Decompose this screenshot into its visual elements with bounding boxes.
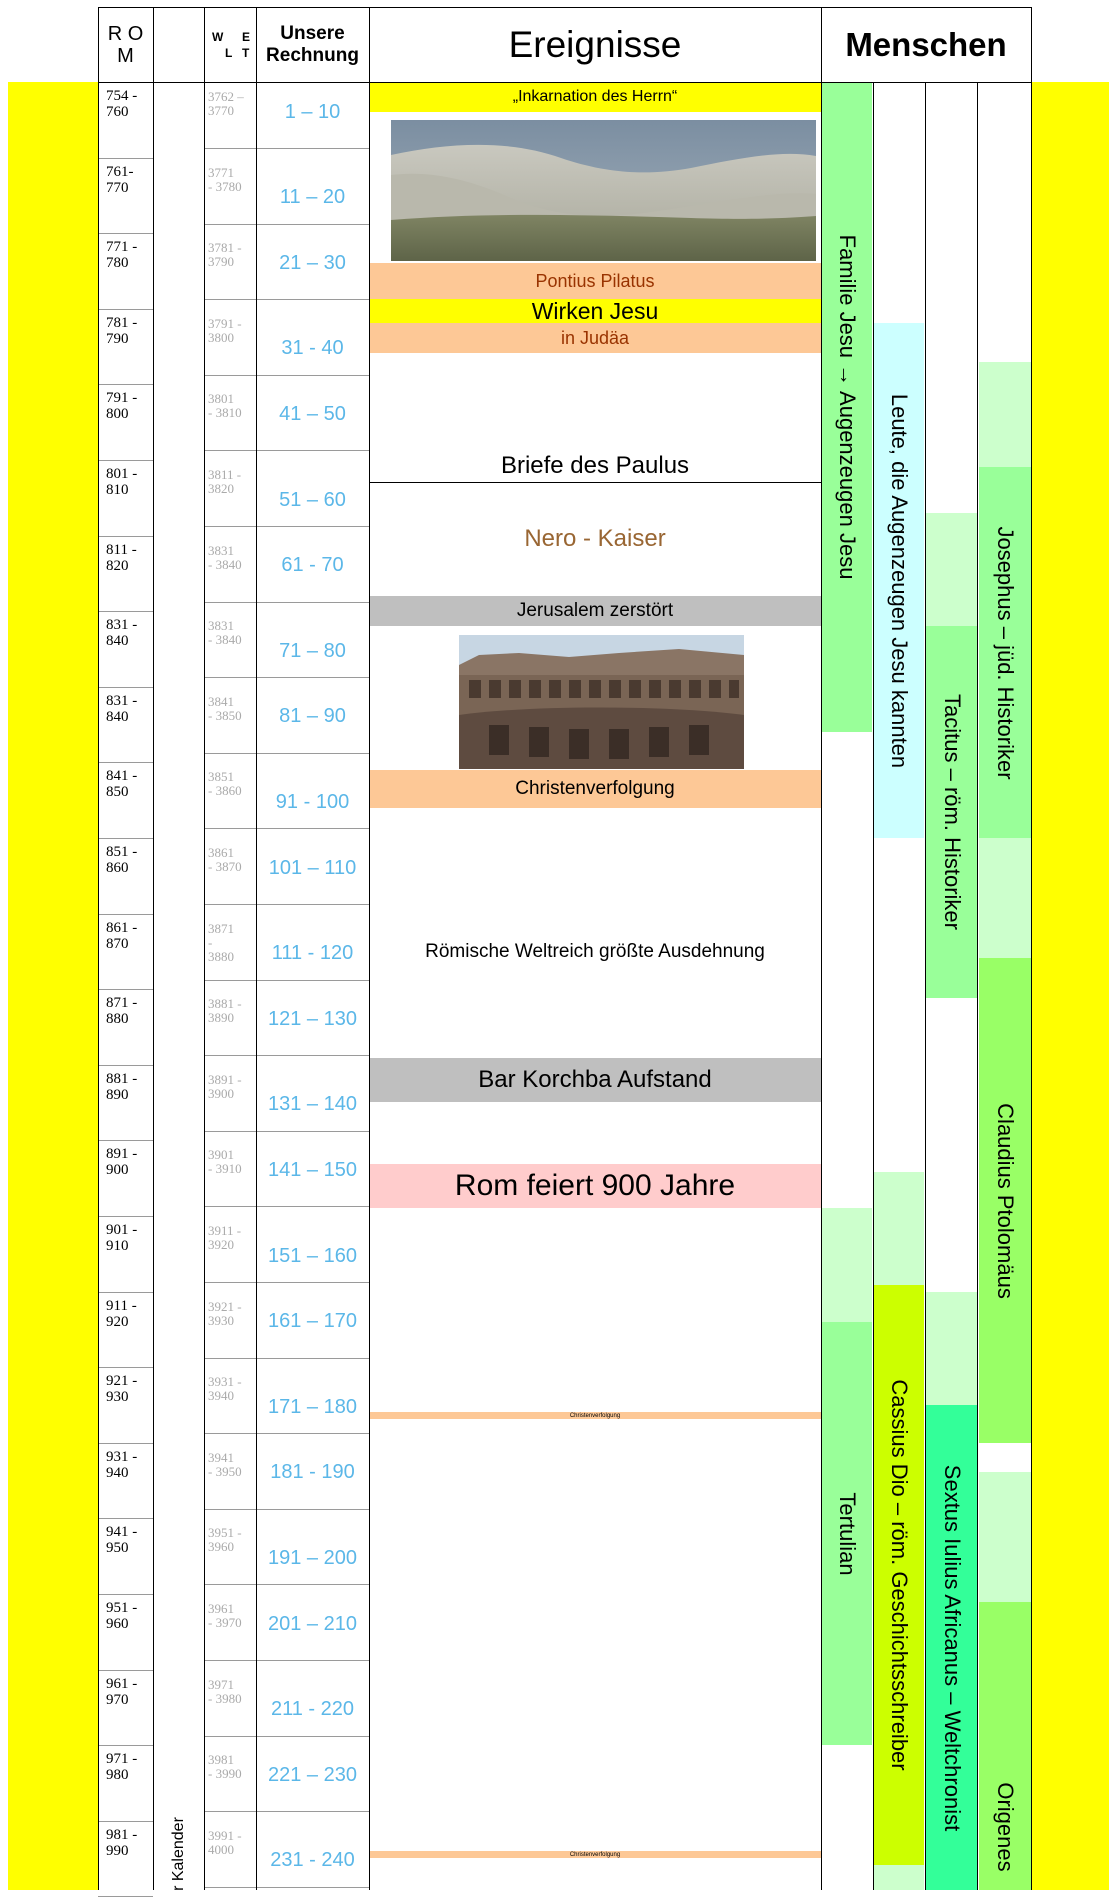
rom-year-cell: 841 - 850 <box>106 768 138 801</box>
our-year-cell: 11 – 20 <box>279 186 346 209</box>
rom-row-separator <box>98 838 153 839</box>
welt-row-separator <box>204 1358 369 1359</box>
welt-row-separator <box>204 828 369 829</box>
our-year-cell: 111 - 120 <box>271 942 354 965</box>
welt-year-cell: 3831 - 3840 <box>208 618 242 648</box>
header-rom-text: R O M <box>107 23 144 67</box>
our-year-cell: 231 - 240 <box>270 1849 355 1872</box>
rom-year-cell: 951 - 960 <box>106 1600 138 1632</box>
vline-4 <box>256 7 257 1890</box>
vline-9 <box>977 82 978 1890</box>
header-welt-t: T <box>242 46 250 60</box>
our-year-cell: 191 – 200 <box>268 1546 357 1569</box>
event-verfolgung-3-text: Christenverfolgung <box>569 1851 621 1858</box>
rom-year-cell: 931 - 940 <box>106 1448 138 1481</box>
rom-year-cell: 901 - 910 <box>106 1222 138 1254</box>
welt-row-separator <box>204 148 369 149</box>
welt-year-cell: 3931 - 3940 <box>208 1374 242 1404</box>
vline-3 <box>204 7 205 1890</box>
event-judaea <box>369 323 821 353</box>
event-wirken <box>369 299 821 323</box>
header-welt-w: W <box>212 30 224 44</box>
vline-2 <box>153 7 154 1890</box>
leute-label: Leute, die Augenzeugen Jesu kannten <box>887 393 912 768</box>
cassius-label: Cassius Dio – röm. Geschichtsschreiber <box>887 1379 912 1771</box>
vline-10 <box>1031 7 1032 1890</box>
welt-year-cell: 3881 - 3890 <box>208 996 242 1026</box>
event-verfolgung-2-text: Christenverfolgung <box>569 1412 621 1419</box>
tertulian-label: Tertulian <box>835 1491 860 1576</box>
welt-row-separator <box>204 450 369 451</box>
welt-year-cell: 3891 - 3900 <box>208 1071 242 1101</box>
rom-row-separator <box>98 460 153 461</box>
welt-row-separator <box>204 753 369 754</box>
rom-row-separator <box>98 1367 153 1368</box>
event-nero <box>369 520 821 558</box>
event-jerusalem <box>369 596 821 626</box>
sextus-bar <box>926 1405 977 1890</box>
event-inkarnation-text: „Inkarnation des Herrn“ <box>512 88 678 105</box>
claudius-light-bar <box>979 838 1031 958</box>
rom-year-cell: 771 - 780 <box>106 239 138 272</box>
rom-row-separator <box>98 1443 153 1444</box>
rom-row-separator <box>98 1140 153 1141</box>
rom-row-separator <box>98 1594 153 1595</box>
header-ereignisse-text: Ereignisse <box>508 24 682 65</box>
rom-year-cell: 891 - 900 <box>106 1146 138 1179</box>
rom-year-cell: 831 - 840 <box>106 617 138 650</box>
tacitus-label: Tacitus – röm. Historiker <box>939 694 965 930</box>
rom-year-cell: 971 - 980 <box>106 1751 138 1784</box>
welt-row-separator <box>204 1811 369 1812</box>
welt-year-cell: 3831 - 3840 <box>208 542 242 572</box>
rom-year-cell: 921 - 930 <box>106 1373 138 1406</box>
our-year-cell: 91 - 100 <box>275 790 350 813</box>
welt-row-separator <box>204 1887 369 1888</box>
welt-row-separator <box>204 1736 369 1737</box>
header-unsere-text: Unsere Rechnung <box>266 23 359 66</box>
rom-row-separator <box>98 158 153 159</box>
welt-year-cell: 3951 - 3960 <box>208 1525 242 1555</box>
welt-year-cell: 3911 - 3920 <box>208 1223 242 1252</box>
event-rom900-text: Rom feiert 900 Jahre <box>454 1169 736 1202</box>
welt-year-cell: 3921 - 3930 <box>208 1298 242 1328</box>
welt-year-cell: 3851 - 3860 <box>208 769 242 799</box>
event-nero-text: Nero - Kaiser <box>524 525 666 552</box>
welt-year-cell: 3961 - 3970 <box>208 1601 242 1630</box>
our-year-cell: 141 – 150 <box>268 1158 357 1181</box>
rom-year-cell: 781 - 790 <box>106 314 138 347</box>
welt-year-cell: 3811 - 3820 <box>208 467 242 496</box>
rom-row-separator <box>98 1216 153 1217</box>
our-year-cell: 181 - 190 <box>270 1461 355 1484</box>
our-year-cell: 211 - 220 <box>270 1698 355 1721</box>
welt-year-cell: 3841 - 3850 <box>208 693 242 723</box>
cassius-light-bar <box>874 1172 924 1285</box>
event-paulus <box>369 450 821 482</box>
top-border <box>98 7 1032 8</box>
rom-year-cell: 791 - 800 <box>106 390 138 423</box>
rom-row-separator <box>98 536 153 537</box>
rom-year-cell: 961 - 970 <box>106 1675 138 1708</box>
rom-year-cell: 881 - 890 <box>106 1070 138 1103</box>
origenes-label: Origenes <box>993 1781 1018 1872</box>
welt-row-separator <box>204 375 369 376</box>
rom-row-separator <box>98 309 153 310</box>
sextus-light-bar <box>926 1292 977 1405</box>
rom-row-separator <box>98 1518 153 1519</box>
tertulian-light-bar <box>822 1208 872 1322</box>
event-weltreich-text: Römische Weltreich größte Ausdehnung <box>425 941 765 962</box>
our-year-cell: 31 - 40 <box>281 337 344 360</box>
our-year-cell: 171 – 180 <box>268 1395 357 1418</box>
event-wirken-text: Wirken Jesu <box>531 297 659 324</box>
rom-row-separator <box>98 762 153 763</box>
josephus-bar <box>979 467 1031 838</box>
welt-row-separator <box>204 526 369 527</box>
welt-row-separator <box>204 1131 369 1132</box>
our-year-cell: 151 – 160 <box>268 1244 357 1267</box>
event-inkarnation <box>369 82 821 112</box>
paulus-divider <box>369 482 821 483</box>
our-year-cell: 121 – 130 <box>268 1007 357 1030</box>
tacitus-light-bar <box>926 513 977 626</box>
header-welt-e: E <box>242 30 251 44</box>
our-year-cell: 81 – 90 <box>279 705 346 728</box>
welt-year-cell: 3781 - 3790 <box>208 240 242 270</box>
claudius-bar <box>979 958 1031 1443</box>
rom-year-cell: 801 - 810 <box>106 466 138 498</box>
rom-year-cell: 851 - 860 <box>106 844 138 876</box>
our-year-cell: 221 – 230 <box>268 1763 357 1786</box>
welt-year-cell: 3991 - 4000 <box>208 1827 242 1857</box>
welt-row-separator <box>204 904 369 905</box>
rom-row-separator <box>98 384 153 385</box>
vline-5 <box>369 7 370 1890</box>
rom-row-separator <box>98 1065 153 1066</box>
rom-row-separator <box>98 233 153 234</box>
vline-7 <box>873 82 874 1890</box>
rom-year-cell: 831 - 840 <box>106 692 138 725</box>
josephus-light-bar <box>979 362 1031 467</box>
welt-year-cell: 3861 - 3870 <box>208 845 242 874</box>
event-jerusalem-text: Jerusalem zerstört <box>516 600 674 621</box>
rom-year-cell: 941 - 950 <box>106 1524 138 1557</box>
welt-row-separator <box>204 1660 369 1661</box>
our-year-cell: 71 – 80 <box>279 639 346 662</box>
welt-row-separator <box>204 602 369 603</box>
event-korchba-text: Bar Korchba Aufstand <box>478 1066 712 1093</box>
rom-year-cell: 981 - 990 <box>106 1826 138 1859</box>
welt-row-separator <box>204 224 369 225</box>
event-verfolgung-1-text: Christenverfolgung <box>515 778 675 799</box>
our-year-cell: 131 – 140 <box>268 1093 357 1116</box>
welt-row-separator <box>204 1282 369 1283</box>
welt-row-separator <box>204 980 369 981</box>
rom-row-separator <box>98 1670 153 1671</box>
our-year-cell: 161 – 170 <box>268 1310 357 1333</box>
welt-year-cell: 3871 - 3880 <box>208 920 234 964</box>
familie-jesu-bar <box>822 82 872 732</box>
welt-year-cell: 3762 – 3770 <box>208 89 244 118</box>
event-pilatus <box>369 263 821 299</box>
header-menschen <box>821 8 1031 82</box>
rom-row-separator <box>98 611 153 612</box>
tertulian-bar <box>822 1322 872 1745</box>
rom-year-cell: 761- 770 <box>106 163 134 196</box>
our-year-cell: 1 – 10 <box>284 100 341 123</box>
header-welt <box>205 8 255 82</box>
event-pilatus-text: Pontius Pilatus <box>535 270 655 291</box>
right-yellow-margin <box>1031 82 1109 1890</box>
rom-row-separator <box>98 1821 153 1822</box>
rom-row-separator <box>98 1745 153 1746</box>
our-year-cell: 101 – 110 <box>268 856 357 879</box>
event-korchba <box>369 1058 821 1102</box>
event-verfolgung-1 <box>369 770 821 808</box>
origenes-light-bar <box>979 1472 1031 1602</box>
our-year-cell: 41 – 50 <box>279 402 346 425</box>
header-menschen-text: Menschen <box>845 26 1007 63</box>
event-weltreich <box>369 938 821 966</box>
rom-row-separator <box>98 1292 153 1293</box>
rom-row-separator <box>98 989 153 990</box>
welt-row-separator <box>204 677 369 678</box>
rom-row-separator <box>98 687 153 688</box>
header-welt-l: L <box>225 46 233 60</box>
our-year-cell: 51 – 60 <box>279 488 346 511</box>
rom-year-cell: 811 - 820 <box>106 541 137 574</box>
welt-row-separator <box>204 1055 369 1056</box>
calendar-label: r Kalender <box>170 1816 187 1891</box>
our-year-cell: 21 – 30 <box>279 251 346 274</box>
rom-row-separator <box>98 914 153 915</box>
josephus-label: Josephus – jüd. Historiker <box>993 525 1018 780</box>
rom-year-cell: 911 - 920 <box>106 1297 137 1330</box>
calendar-label-box <box>153 1760 204 1890</box>
welt-year-cell: 3791 - 3800 <box>208 315 242 345</box>
our-year-cell: 201 – 210 <box>268 1612 357 1635</box>
vline-8 <box>925 82 926 1890</box>
welt-year-cell: 3981 - 3990 <box>208 1752 242 1782</box>
event-verfolgung-3 <box>369 1851 821 1858</box>
header-rom <box>98 8 153 82</box>
leute-bar <box>874 323 924 838</box>
welt-year-cell: 3801 - 3810 <box>208 391 242 421</box>
event-rom900 <box>369 1164 821 1208</box>
rom-year-cell: 861 - 870 <box>106 919 138 952</box>
welt-row-separator <box>204 1509 369 1510</box>
rom-year-cell: 754 - 760 <box>106 88 138 120</box>
header-ereignisse <box>369 8 821 82</box>
claudius-label: Claudius Ptolomäus <box>993 1102 1018 1299</box>
tacitus-bar <box>926 626 977 998</box>
vline-1 <box>98 7 99 1890</box>
event-paulus-text: Briefe des Paulus <box>500 452 690 479</box>
familie-jesu-label: Familie Jesu → Augenzeugen Jesu <box>835 234 860 580</box>
header-unsere <box>256 8 369 82</box>
event-verfolgung-2 <box>369 1412 821 1419</box>
welt-year-cell: 3941 - 3950 <box>208 1449 242 1479</box>
welt-row-separator <box>204 299 369 300</box>
sextus-label: Sextus Iulius Africanus – Weltchronist <box>939 1464 965 1831</box>
cassius-tail-bar <box>874 1865 924 1890</box>
colosseum-photo <box>459 635 744 769</box>
welt-year-cell: 3901 - 3910 <box>208 1147 242 1177</box>
cassius-bar <box>874 1285 924 1865</box>
welt-row-separator <box>204 1584 369 1585</box>
desert-hills-photo <box>391 120 816 261</box>
our-year-cell: 61 - 70 <box>281 554 344 577</box>
header-bottom-border <box>98 82 1032 83</box>
event-judaea-text: in Judäa <box>560 327 630 348</box>
rom-year-cell: 871 - 880 <box>106 995 138 1028</box>
welt-year-cell: 3971 - 3980 <box>208 1676 242 1706</box>
welt-row-separator <box>204 1433 369 1434</box>
vline-6 <box>821 7 822 1890</box>
welt-year-cell: 3771 - 3780 <box>208 164 242 194</box>
origenes-bar <box>979 1602 1031 1890</box>
welt-row-separator <box>204 1206 369 1207</box>
left-yellow-margin <box>8 82 98 1890</box>
